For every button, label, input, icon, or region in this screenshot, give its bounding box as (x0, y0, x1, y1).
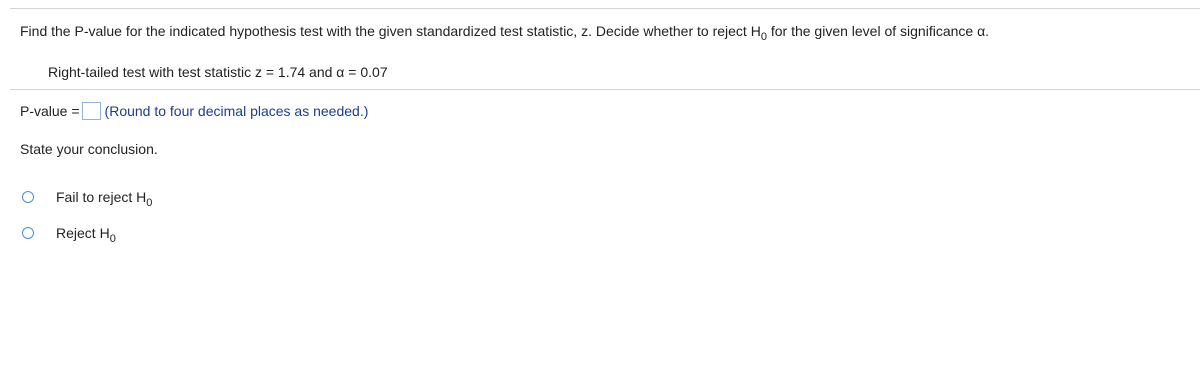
given-statement: Right-tailed test with test statistic z = 1.74 and α = 0.07 (48, 64, 388, 80)
top-divider (10, 8, 1200, 9)
conclusion-prompt: State your conclusion. (20, 141, 158, 157)
pvalue-hint: (Round to four decimal places as needed.) (104, 103, 369, 119)
h0-subscript: 0 (109, 233, 116, 245)
question-text (20, 22, 990, 43)
h0-subscript: 0 (146, 197, 153, 209)
h0-subscript: 0 (760, 31, 767, 43)
option-label: Fail to reject H (56, 189, 147, 205)
option-fail-to-reject[interactable] (22, 188, 153, 209)
middle-divider (10, 89, 1200, 90)
pvalue-label: P-value = (20, 103, 80, 119)
radio-button[interactable] (22, 227, 34, 239)
option-label: Reject H (56, 225, 110, 241)
question-text-tail: for the given level of significance α. (766, 23, 990, 39)
pvalue-row (20, 102, 368, 120)
option-reject[interactable] (22, 224, 116, 245)
radio-button[interactable] (22, 191, 34, 203)
pvalue-input[interactable] (82, 102, 101, 120)
question-text-main: Find the P-value for the indicated hypothesis test with the given standardized test statistic, z. Decide whether to reject H (20, 23, 761, 39)
